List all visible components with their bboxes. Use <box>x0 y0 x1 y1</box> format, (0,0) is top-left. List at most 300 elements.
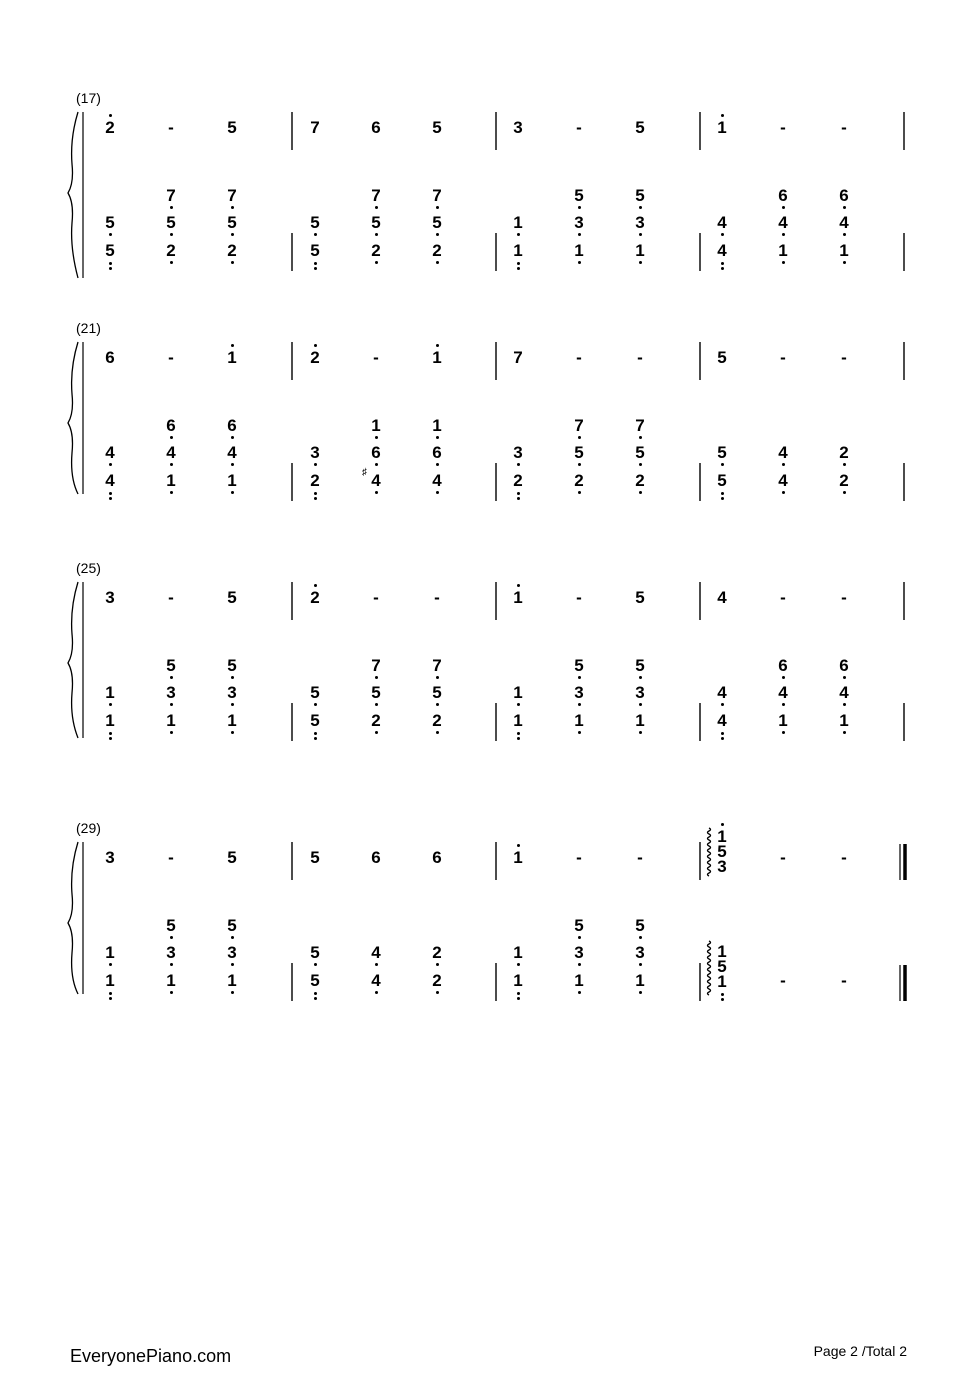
bass-note <box>630 972 650 990</box>
note-digit: 4 <box>839 213 849 232</box>
chord-top-note <box>222 657 242 675</box>
octave-down-dot <box>231 731 234 734</box>
bass-note <box>161 472 181 490</box>
octave-down-dot <box>517 233 520 236</box>
octave-down-dot <box>109 992 112 995</box>
melody-note <box>712 589 732 607</box>
melody-note <box>222 589 242 607</box>
note-digit: 2 <box>371 711 381 730</box>
bass-note <box>100 972 120 990</box>
melody-note <box>569 349 589 367</box>
note-digit: 5 <box>371 683 381 702</box>
octave-down-dot <box>639 206 642 209</box>
note-digit: 1 <box>227 711 237 730</box>
bass-note <box>427 712 447 730</box>
note-digit: 5 <box>227 118 237 137</box>
note-digit: 2 <box>513 471 523 490</box>
octave-down-dot <box>578 206 581 209</box>
note-digit: 4 <box>717 683 727 702</box>
octave-down-dot <box>517 997 520 1000</box>
chord-mid-note <box>712 684 732 702</box>
bass-note <box>161 972 181 990</box>
melody-note <box>834 349 854 367</box>
bass-note <box>834 472 854 490</box>
note-digit: 5 <box>166 213 176 232</box>
octave-up-dot <box>517 584 520 587</box>
chord-mid-note <box>305 444 325 462</box>
grand-staff-brace <box>68 112 78 278</box>
note-digit: 7 <box>166 186 176 205</box>
chord-mid-note <box>569 214 589 232</box>
note-digit: 1 <box>105 711 115 730</box>
chord-mid-note <box>366 214 386 232</box>
melody-note <box>834 589 854 607</box>
octave-down-dot <box>517 963 520 966</box>
note-digit: 4 <box>227 443 237 462</box>
octave-down-dot <box>843 261 846 264</box>
note-digit: 1 <box>635 971 645 990</box>
octave-down-dot <box>782 261 785 264</box>
octave-down-dot <box>578 991 581 994</box>
octave-down-dot <box>109 732 112 735</box>
octave-down-dot <box>231 436 234 439</box>
chord-mid-note <box>222 214 242 232</box>
melody-note <box>773 849 793 867</box>
octave-down-dot <box>170 491 173 494</box>
note-digit: 4 <box>717 241 727 260</box>
octave-down-dot <box>375 963 378 966</box>
octave-down-dot <box>578 936 581 939</box>
octave-down-dot <box>517 703 520 706</box>
octave-down-dot <box>436 491 439 494</box>
note-digit: - <box>168 118 174 137</box>
octave-down-dot <box>314 492 317 495</box>
melody-note <box>161 349 181 367</box>
note-digit: 1 <box>105 943 115 962</box>
note-digit: 1 <box>717 972 727 991</box>
note-digit: 7 <box>574 416 584 435</box>
octave-down-dot <box>231 491 234 494</box>
note-digit: 2 <box>371 241 381 260</box>
note-digit: 1 <box>635 241 645 260</box>
note-digit: 1 <box>513 971 523 990</box>
note-digit: 1 <box>839 711 849 730</box>
note-digit: 2 <box>432 971 442 990</box>
bass-note <box>305 972 325 990</box>
bass-note <box>366 712 386 730</box>
octave-down-dot <box>639 676 642 679</box>
note-digit: 1 <box>717 942 727 961</box>
octave-down-dot <box>231 991 234 994</box>
octave-down-dot <box>170 963 173 966</box>
chord-mid-note <box>427 214 447 232</box>
note-digit: 1 <box>778 711 788 730</box>
chord-mid-note <box>569 944 589 962</box>
note-digit: 3 <box>635 213 645 232</box>
bass-note <box>834 242 854 260</box>
octave-down-dot <box>578 731 581 734</box>
melody-note <box>427 349 447 367</box>
chord-mid-note <box>100 944 120 962</box>
chord-mid-note <box>630 214 650 232</box>
melody-note <box>161 119 181 137</box>
note-digit: 1 <box>227 348 237 367</box>
note-digit: 4 <box>778 213 788 232</box>
grand-staff-brace <box>68 582 78 738</box>
note-digit: 1 <box>227 471 237 490</box>
melody-note <box>834 849 854 867</box>
note-digit: 3 <box>310 443 320 462</box>
octave-down-dot <box>843 676 846 679</box>
arpeggio-squiggle <box>708 828 711 876</box>
note-digit: 5 <box>227 916 237 935</box>
octave-down-dot <box>436 703 439 706</box>
note-digit: 4 <box>839 683 849 702</box>
note-digit: 2 <box>432 943 442 962</box>
octave-down-dot <box>109 492 112 495</box>
bass-note <box>222 712 242 730</box>
bass-note <box>569 242 589 260</box>
melody-note <box>712 349 732 367</box>
note-digit: 7 <box>635 416 645 435</box>
bass-note <box>630 242 650 260</box>
octave-up-dot <box>231 344 234 347</box>
chord-mid-note <box>773 214 793 232</box>
bass-note <box>427 242 447 260</box>
bass-note <box>366 972 386 990</box>
note-digit: 3 <box>105 588 115 607</box>
note-digit: - <box>168 348 174 367</box>
octave-down-dot <box>109 262 112 265</box>
melody-note <box>100 589 120 607</box>
note-digit: 3 <box>105 848 115 867</box>
note-digit: 5 <box>227 656 237 675</box>
octave-down-dot <box>721 732 724 735</box>
octave-down-dot <box>721 993 724 996</box>
note-digit: 2 <box>839 443 849 462</box>
note-digit: 4 <box>432 471 442 490</box>
bass-note <box>569 472 589 490</box>
octave-up-dot <box>721 114 724 117</box>
note-digit: 1 <box>513 943 523 962</box>
note-digit: - <box>373 348 379 367</box>
melody-note <box>630 589 650 607</box>
measure-number: (21) <box>76 320 101 336</box>
melody-note <box>305 119 325 137</box>
note-digit: 5 <box>310 683 320 702</box>
note-digit: 5 <box>574 443 584 462</box>
note-digit: 4 <box>778 443 788 462</box>
chord-top-note <box>569 417 589 435</box>
melody-note <box>630 119 650 137</box>
chord-top-note <box>222 417 242 435</box>
note-digit: 6 <box>839 656 849 675</box>
melody-note <box>305 589 325 607</box>
grand-staff-brace <box>68 342 78 494</box>
chord-mid-note <box>161 444 181 462</box>
note-digit: 1 <box>513 588 523 607</box>
octave-down-dot <box>375 206 378 209</box>
octave-down-dot <box>109 233 112 236</box>
note-digit: 3 <box>574 683 584 702</box>
note-digit: 6 <box>166 416 176 435</box>
note-digit: - <box>576 348 582 367</box>
octave-down-dot <box>843 731 846 734</box>
octave-down-dot <box>314 997 317 1000</box>
octave-down-dot <box>231 463 234 466</box>
note-digit: 1 <box>513 213 523 232</box>
note-digit: 7 <box>310 118 320 137</box>
note-digit: 7 <box>432 186 442 205</box>
note-digit: 3 <box>227 683 237 702</box>
octave-down-dot <box>639 963 642 966</box>
bass-note <box>630 472 650 490</box>
bass-note <box>773 242 793 260</box>
note-digit: 1 <box>166 711 176 730</box>
chord-top-note <box>161 657 181 675</box>
note-digit: - <box>780 348 786 367</box>
octave-down-dot <box>782 491 785 494</box>
octave-down-dot <box>314 992 317 995</box>
bass-note <box>630 712 650 730</box>
note-digit: 7 <box>371 656 381 675</box>
octave-down-dot <box>109 737 112 740</box>
bass-note <box>712 472 732 490</box>
octave-down-dot <box>436 436 439 439</box>
octave-down-dot <box>578 676 581 679</box>
octave-down-dot <box>231 261 234 264</box>
note-digit: - <box>841 118 847 137</box>
note-digit: 6 <box>105 348 115 367</box>
octave-down-dot <box>639 491 642 494</box>
note-digit: - <box>780 118 786 137</box>
octave-down-dot <box>639 991 642 994</box>
note-digit: 1 <box>574 711 584 730</box>
note-digit: 7 <box>513 348 523 367</box>
bass-note <box>305 712 325 730</box>
note-digit: 2 <box>635 471 645 490</box>
octave-down-dot <box>639 436 642 439</box>
octave-down-dot <box>517 262 520 265</box>
note-digit: 5 <box>310 848 320 867</box>
chord-top-note <box>569 657 589 675</box>
octave-down-dot <box>782 233 785 236</box>
melody-note <box>366 589 386 607</box>
octave-down-dot <box>721 497 724 500</box>
octave-down-dot <box>170 261 173 264</box>
chord-mid-note <box>222 944 242 962</box>
octave-down-dot <box>517 492 520 495</box>
chord-top-note <box>161 187 181 205</box>
melody-chord-note <box>712 858 732 876</box>
octave-down-dot <box>578 703 581 706</box>
note-digit: 5 <box>310 711 320 730</box>
note-digit: 1 <box>166 971 176 990</box>
chord-top-note <box>427 417 447 435</box>
note-digit: 1 <box>105 683 115 702</box>
octave-down-dot <box>170 436 173 439</box>
bass-note <box>508 712 528 730</box>
octave-down-dot <box>721 737 724 740</box>
chord-top-note <box>366 417 386 435</box>
octave-down-dot <box>170 731 173 734</box>
bass-note <box>222 972 242 990</box>
chord-mid-note <box>305 684 325 702</box>
melody-note <box>773 589 793 607</box>
note-digit: 5 <box>574 916 584 935</box>
octave-up-dot <box>314 344 317 347</box>
bass-note <box>100 242 120 260</box>
octave-down-dot <box>375 233 378 236</box>
chord-mid-note <box>508 684 528 702</box>
octave-down-dot <box>109 703 112 706</box>
octave-down-dot <box>721 703 724 706</box>
chord-mid-note <box>427 944 447 962</box>
note-digit: - <box>637 348 643 367</box>
note-digit: 1 <box>166 471 176 490</box>
melody-note <box>773 119 793 137</box>
note-digit: 4 <box>371 471 381 490</box>
melody-note <box>366 119 386 137</box>
note-digit: - <box>841 588 847 607</box>
octave-down-dot <box>109 497 112 500</box>
note-digit: 5 <box>105 213 115 232</box>
melody-note <box>569 849 589 867</box>
bass-note <box>362 467 386 490</box>
melody-note <box>508 349 528 367</box>
chord-top-note <box>834 657 854 675</box>
octave-down-dot <box>314 233 317 236</box>
octave-down-dot <box>436 261 439 264</box>
note-digit: 5 <box>166 656 176 675</box>
octave-down-dot <box>314 963 317 966</box>
note-digit: 4 <box>717 588 727 607</box>
bass-note <box>508 472 528 490</box>
arpeggio-squiggle <box>708 941 711 995</box>
note-digit: 4 <box>778 683 788 702</box>
octave-down-dot <box>578 463 581 466</box>
chord-mid-note <box>100 444 120 462</box>
chord-mid-note <box>222 444 242 462</box>
note-digit: 5 <box>310 971 320 990</box>
bass-note <box>834 972 854 990</box>
note-digit: 3 <box>574 213 584 232</box>
octave-down-dot <box>578 491 581 494</box>
octave-down-dot <box>375 261 378 264</box>
note-digit: 1 <box>635 711 645 730</box>
note-digit: 4 <box>717 711 727 730</box>
note-digit: 5 <box>227 588 237 607</box>
chord-mid-note <box>773 684 793 702</box>
chord-mid-note <box>834 444 854 462</box>
chord-mid-note <box>222 684 242 702</box>
note-digit: 4 <box>105 443 115 462</box>
melody-note <box>222 849 242 867</box>
bass-note <box>773 972 793 990</box>
octave-down-dot <box>231 233 234 236</box>
note-digit: 1 <box>574 971 584 990</box>
note-digit: 5 <box>635 916 645 935</box>
measure-number: (17) <box>76 90 101 106</box>
melody-note <box>427 849 447 867</box>
sharp-accidental: ♯ <box>362 467 367 478</box>
note-digit: 5 <box>717 957 727 976</box>
octave-down-dot <box>843 233 846 236</box>
note-digit: 1 <box>105 971 115 990</box>
chord-mid-note <box>773 444 793 462</box>
chord-top-note <box>366 657 386 675</box>
octave-down-dot <box>639 463 642 466</box>
measure-number: (25) <box>76 560 101 576</box>
octave-down-dot <box>578 261 581 264</box>
chord-mid-note <box>161 214 181 232</box>
melody-note <box>305 849 325 867</box>
note-digit: 4 <box>371 971 381 990</box>
octave-down-dot <box>517 463 520 466</box>
melody-note <box>773 349 793 367</box>
chord-top-note <box>427 657 447 675</box>
octave-down-dot <box>170 676 173 679</box>
note-digit: 5 <box>574 186 584 205</box>
chord-top-note <box>569 917 589 935</box>
note-digit: 6 <box>371 443 381 462</box>
melody-note <box>508 119 528 137</box>
bass-note <box>100 472 120 490</box>
note-digit: 3 <box>227 943 237 962</box>
octave-down-dot <box>170 233 173 236</box>
chord-mid-note <box>569 684 589 702</box>
melody-note <box>630 849 650 867</box>
octave-down-dot <box>639 936 642 939</box>
chord-top-note <box>222 917 242 935</box>
note-digit: 1 <box>513 848 523 867</box>
bass-note <box>773 472 793 490</box>
chord-mid-note <box>630 944 650 962</box>
bass-note <box>305 242 325 260</box>
note-digit: 1 <box>513 241 523 260</box>
note-digit: 7 <box>432 656 442 675</box>
note-digit: 1 <box>432 416 442 435</box>
octave-down-dot <box>843 703 846 706</box>
note-digit: 3 <box>635 943 645 962</box>
melody-note <box>569 119 589 137</box>
octave-down-dot <box>721 262 724 265</box>
bass-note <box>427 472 447 490</box>
octave-down-dot <box>436 233 439 236</box>
melody-note <box>834 119 854 137</box>
note-digit: 5 <box>227 848 237 867</box>
note-digit: - <box>841 971 847 990</box>
note-digit: 2 <box>839 471 849 490</box>
chord-top-note <box>569 187 589 205</box>
note-digit: 6 <box>227 416 237 435</box>
note-digit: 2 <box>432 711 442 730</box>
bass-note <box>222 242 242 260</box>
note-digit: 2 <box>227 241 237 260</box>
chord-top-note <box>222 187 242 205</box>
chord-mid-note <box>100 684 120 702</box>
octave-down-dot <box>436 731 439 734</box>
octave-down-dot <box>721 463 724 466</box>
octave-down-dot <box>782 206 785 209</box>
page-number: Page 2 /Total 2 <box>813 1343 907 1359</box>
note-digit: - <box>576 588 582 607</box>
note-digit: 5 <box>310 943 320 962</box>
note-digit: 6 <box>432 443 442 462</box>
octave-up-dot <box>721 823 724 826</box>
octave-down-dot <box>375 436 378 439</box>
melody-note <box>161 589 181 607</box>
